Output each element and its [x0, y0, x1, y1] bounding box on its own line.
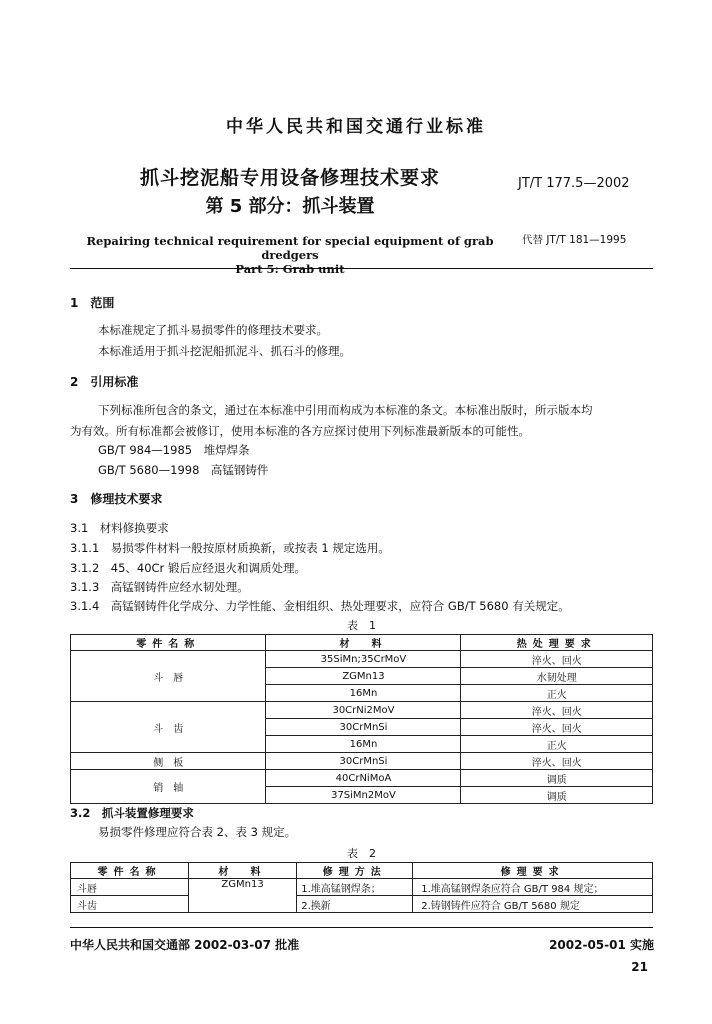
table-2-material-cell: ZGMn13: [188, 879, 296, 913]
part-title: 第 5 部分：抓斗装置: [205, 196, 375, 217]
header-rule: [70, 268, 653, 269]
table-1-heat-cell: 淬火、回火: [461, 702, 653, 719]
clause-3-1-3: 3.1.3 高锰钢铸件应经水韧处理。: [70, 580, 249, 594]
reference-1: GB/T 984—1985 堆焊焊条: [98, 443, 250, 457]
clause-3-1-4: 3.1.4 高锰钢铸件化学成分、力学性能、金相组织、热处理要求，应符合 GB/T 5680 有关规定。: [70, 599, 570, 613]
table-1-heat-cell: 淬火、回火: [461, 651, 653, 668]
table-1-material-cell: ZGMn13: [266, 668, 461, 685]
table-1-heat-cell: 淬火、回火: [461, 719, 653, 736]
table-2-requirement-cell: 2.铸钢铸件应符合 GB/T 5680 规定: [413, 896, 653, 913]
table-1-header-part: 零件名称: [71, 635, 266, 651]
clause-3-1-2: 3.1.2 45、40Cr 锻后应经退火和调质处理。: [70, 561, 306, 575]
table-1-header-heat: 热处理要求: [461, 635, 653, 651]
table-1-heat-cell: 水韧处理: [461, 668, 653, 685]
table-1-part-cell: 斗 齿: [71, 702, 266, 753]
table-2-header-part: 零件名称: [71, 863, 189, 879]
table-2-caption: 表 2: [347, 847, 376, 860]
clause-3-1-1: 3.1.1 易损零件材料一般按原材质换新，或按表 1 规定选用。: [70, 541, 390, 555]
table-1-heat-cell: 调质: [461, 770, 653, 787]
reference-2: GB/T 5680—1998 高锰钢铸件: [98, 463, 269, 477]
table-1-heat-cell: 淬火、回火: [461, 753, 653, 770]
table-2-header-requirement: 修理要求: [413, 863, 653, 879]
table-2-requirement-cell: 1.堆高锰钢焊条应符合 GB/T 984 规定；: [413, 879, 653, 896]
section-3-title: 3 修理技术要求: [70, 492, 163, 506]
table-2-method-cell: 2.换新: [297, 896, 413, 913]
table-2-part-cell: 斗齿: [71, 896, 189, 913]
section-2-title: 2 引用标准: [70, 375, 139, 389]
clause-3-1: 3.1 材料修换要求: [70, 521, 169, 535]
table-1-material-cell: 37SiMn2MoV: [266, 787, 461, 804]
section-2-para-line2: 为有效。所有标准都会被修订，使用本标准的各方应探讨使用下列标准最新版本的可能性。: [70, 424, 530, 438]
table-1-header-material: 材 料: [266, 635, 461, 651]
table-1-caption: 表 1: [347, 619, 376, 632]
english-title-line2: Part 5: Grab unit: [235, 262, 345, 276]
table-1-material-cell: 30CrNi2MoV: [266, 702, 461, 719]
table-1-heat-cell: 正火: [461, 685, 653, 702]
table-1-material-cell: 30CrMnSi: [266, 719, 461, 736]
table-2-header-material: 材 料: [188, 863, 296, 879]
section-1-para-1: 本标准规定了抓斗易损零件的修理技术要求。: [98, 323, 328, 337]
section-2-para-line1: 下列标准所包含的条文，通过在本标准中引用而构成为本标准的条文。本标准出版时，所示版本均: [98, 403, 593, 417]
table-1-part-cell: 侧 板: [71, 753, 266, 770]
implementation-date: 2002-05-01 实施: [549, 938, 654, 952]
table-1-heat-cell: 调质: [461, 787, 653, 804]
section-1-para-2: 本标准适用于抓斗挖泥船抓泥斗、抓石斗的修理。: [98, 344, 351, 358]
table-1-part-cell: 斗 唇: [71, 651, 266, 702]
table-1-material-cell: 16Mn: [266, 736, 461, 753]
approval-note: 中华人民共和国交通部 2002-03-07 批准: [70, 938, 300, 952]
english-title-line1: Repairing technical requirement for special equipment of grab dredgers: [86, 234, 494, 262]
table-1-material-cell: 16Mn: [266, 685, 461, 702]
table-1-material-cell: 35SiMn;35CrMoV: [266, 651, 461, 668]
clause-3-2: 3.2 抓斗装置修理要求: [70, 806, 194, 820]
table-2-method-cell: 1.堆高锰钢焊条；: [297, 879, 413, 896]
replaces-note: 代替 JT/T 181—1995: [522, 234, 627, 246]
table-1-part-cell: 销 轴: [71, 770, 266, 804]
english-title: [70, 234, 510, 276]
clause-3-2-para: 易损零件修理应符合表 2、表 3 规定。: [98, 825, 297, 839]
table-2-header-method: 修理方法: [297, 863, 413, 879]
document-title: 抓斗挖泥船专用设备修理技术要求: [139, 167, 440, 189]
organization-header: 中华人民共和国交通行业标准: [226, 117, 486, 137]
table-1: [70, 634, 653, 804]
table-2-part-cell: 斗唇: [71, 879, 189, 896]
table-1-heat-cell: 正火: [461, 736, 653, 753]
footer-rule: [70, 927, 653, 928]
section-1-title: 1 范围: [70, 296, 115, 310]
standard-number: JT/T 177.5—2002: [518, 176, 630, 191]
table-1-material-cell: 40CrNiMoA: [266, 770, 461, 787]
table-2: [70, 862, 653, 913]
table-1-material-cell: 30CrMnSi: [266, 753, 461, 770]
page-number: 21: [631, 960, 648, 974]
